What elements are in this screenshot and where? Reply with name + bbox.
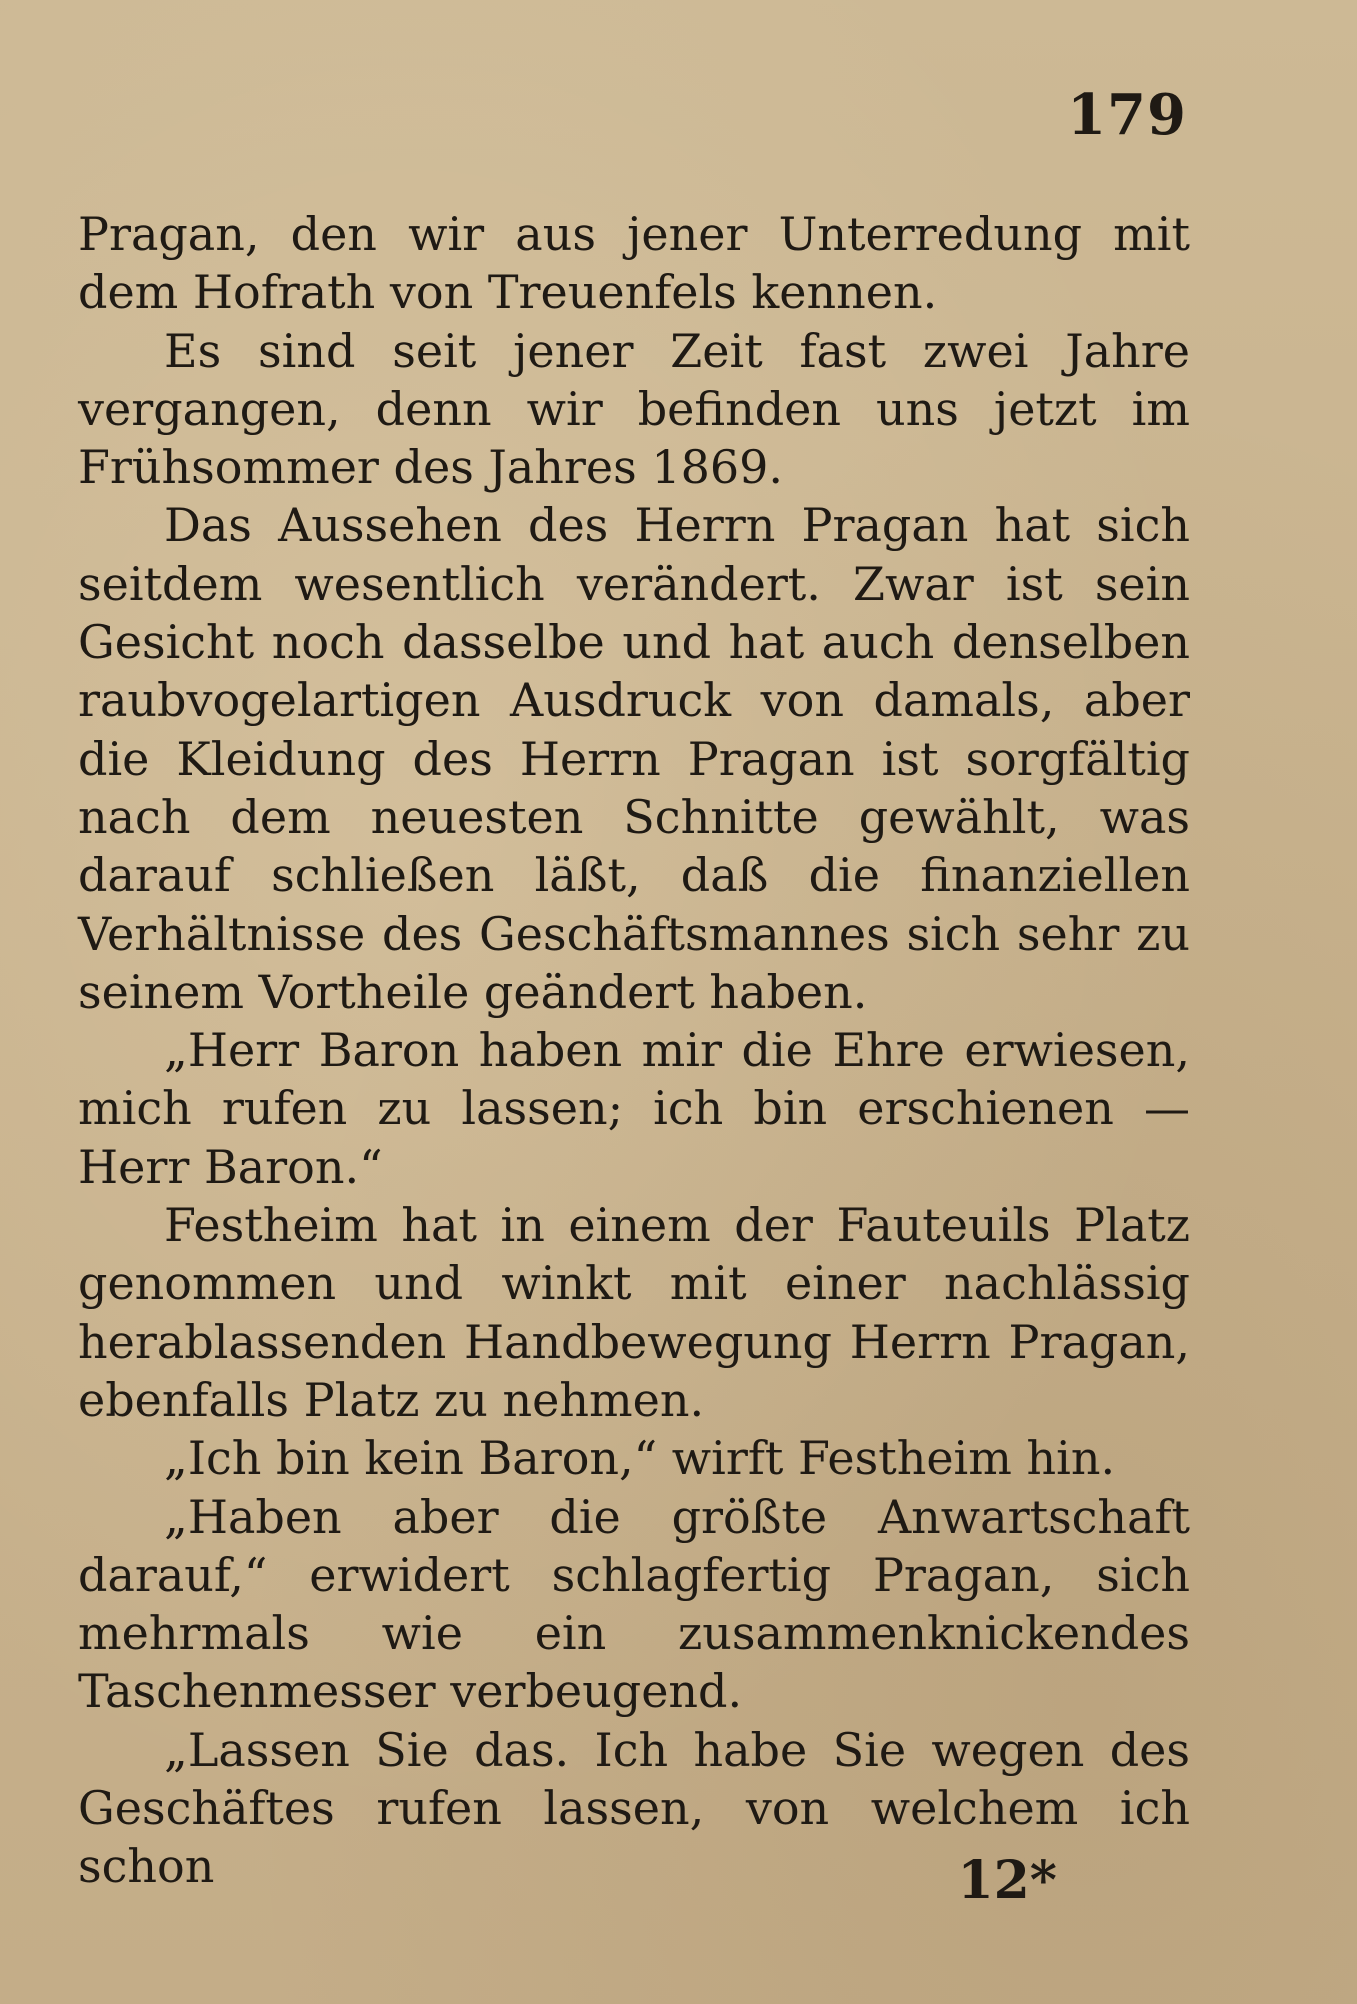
paragraph-1: Pragan, den wir aus jener Unterredung mit dem Hofrath von Treuenfels kennen.: [78, 207, 1190, 320]
paragraph-7: „Haben aber die größte Anwartschaft darauf,“ erwidert schlagfertig Pragan, sich mehrmals wie ein zusammenknickendes Taschenmesser verbeugend.: [78, 1489, 1190, 1719]
body-text: [78, 205, 1190, 1896]
paragraph-8: „Lassen Sie das. Ich habe Sie wegen des Geschäftes rufen lassen, von welchem ich schon: [78, 1722, 1190, 1894]
signature-mark: 12*: [957, 1850, 1057, 1911]
page-number: 179: [1067, 82, 1187, 148]
paragraph-4: „Herr Baron haben mir die Ehre erwiesen, mich rufen zu lassen; ich bin erschienen — Herr Baron.“: [78, 1023, 1190, 1194]
paragraph-3: Das Aussehen des Herrn Pragan hat sich seitdem wesentlich verändert. Zwar ist sein Gesicht noch dasselbe und hat auch denselben raubvogelartigen Ausdruck von damals, aber die Kleidung des Herrn Pragan ist sorgfältig nach dem neuesten Schnitte gewählt, was darauf schließen läßt, daß die finanziellen Verhältnisse des Geschäftsmannes sich sehr zu seinem Vortheile geändert haben.: [78, 498, 1190, 1019]
paragraph-5: Festheim hat in einem der Fauteuils Platz genommen und winkt mit einer nachlässig herablassenden Handbewegung Herrn Pragan, ebenfalls Platz zu nehmen.: [78, 1198, 1190, 1427]
paragraph-2: Es sind seit jener Zeit fast zwei Jahre vergangen, denn wir befinden uns jetzt im Frühsommer des Jahres 1869.: [78, 323, 1190, 495]
paragraph-6: „Ich bin kein Baron,“ wirft Festheim hin.: [164, 1431, 1116, 1486]
